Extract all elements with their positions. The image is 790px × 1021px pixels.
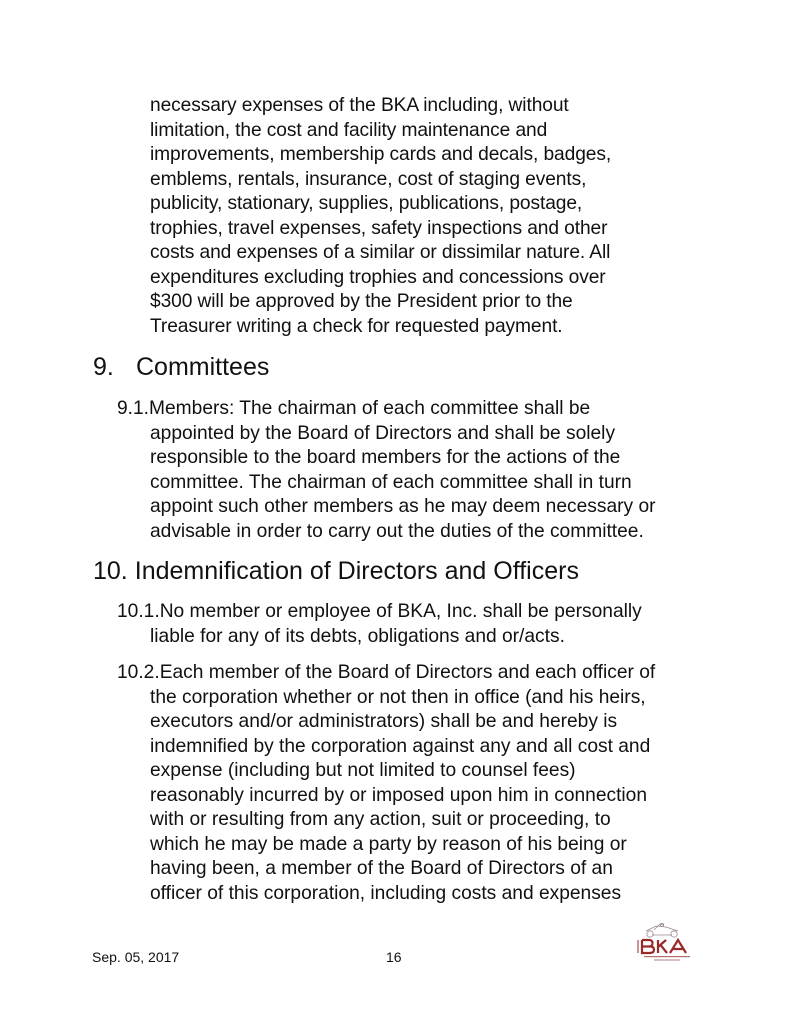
section-heading-indemnification <box>93 556 579 586</box>
clause-line: the corporation whether or not then in office (and his heirs, <box>150 686 646 708</box>
continuation-paragraph <box>150 94 611 339</box>
clause-10-1 <box>117 600 642 649</box>
paragraph-line: necessary expenses of the BKA including, without <box>150 95 569 116</box>
clause-text: Each member of the Board of Directors and each officer of <box>159 662 656 683</box>
paragraph-line: emblems, rentals, insurance, cost of staging events, <box>150 168 587 190</box>
footer-date: Sep. 05, 2017 <box>92 949 180 965</box>
paragraph-line: publicity, stationary, supplies, publications, postage, <box>150 193 583 214</box>
clause-line: responsible to the board members for the actions of the <box>150 447 621 468</box>
clause-line: appointed by the Board of Directors and shall be solely <box>150 422 616 444</box>
clause-number: 10.2. <box>117 662 160 683</box>
section-number: 9. <box>93 353 114 381</box>
bka-logo-icon <box>632 922 702 966</box>
clause-9-1 <box>117 397 656 544</box>
clause-text: Members: The chairman of each committee shall be <box>149 398 591 419</box>
section-title: Indemnification of Directors and Officers <box>134 557 579 585</box>
paragraph-line: improvements, membership cards and decals, badges, <box>150 144 612 165</box>
section-heading-committees <box>93 352 269 382</box>
footer-page-number: 16 <box>386 949 402 965</box>
clause-line: appoint such other members as he may deem necessary or <box>150 496 656 517</box>
clause-line: indemnified by the corporation against any and all cost and <box>150 735 651 757</box>
section-title: Committees <box>136 353 270 381</box>
clause-line: having been, a member of the Board of Directors of an <box>150 858 613 879</box>
clause-line: expense (including but not limited to counsel fees) <box>150 760 576 781</box>
clause-text: No member or employee of BKA, Inc. shall be personally <box>159 601 642 622</box>
clause-line: liable for any of its debts, obligations and or/acts. <box>150 625 565 647</box>
clause-line: executors and/or administrators) shall be and hereby is <box>150 711 618 732</box>
clause-first-line <box>117 397 656 422</box>
clause-line: reasonably incurred by or imposed upon him in connection <box>150 784 648 806</box>
clause-10-2 <box>117 661 655 906</box>
clause-line: officer of this corporation, including costs and expenses <box>150 882 622 904</box>
clause-number: 10.1. <box>117 601 160 622</box>
clause-first-line <box>117 661 655 686</box>
section-number: 10. <box>93 557 128 585</box>
paragraph-line: Treasurer writing a check for requested payment. <box>150 315 563 337</box>
paragraph-line: trophies, travel expenses, safety inspections and other <box>150 217 608 239</box>
clause-line: with or resulting from any action, suit or proceeding, to <box>150 809 611 830</box>
clause-first-line <box>117 600 642 625</box>
paragraph-line: expenditures excluding trophies and concessions over <box>150 266 606 288</box>
paragraph-line: limitation, the cost and facility maintenance and <box>150 119 548 141</box>
paragraph-line: costs and expenses of a similar or dissimilar nature. All <box>150 242 611 263</box>
paragraph-line: $300 will be approved by the President prior to the <box>150 291 573 312</box>
clause-number: 9.1. <box>117 398 150 419</box>
clause-line: which he may be made a party by reason of his being or <box>150 833 627 855</box>
clause-line: advisable in order to carry out the duties of the committee. <box>150 520 644 542</box>
clause-line: committee. The chairman of each committee shall in turn <box>150 471 632 493</box>
